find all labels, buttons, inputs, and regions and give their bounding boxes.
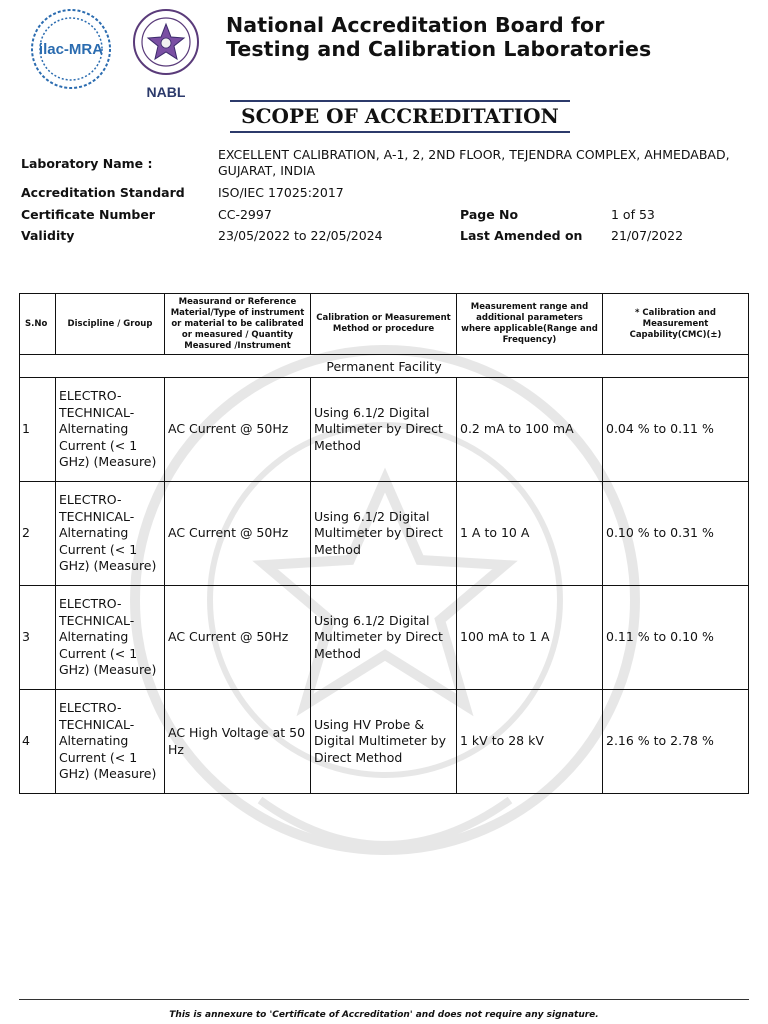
scope-title: SCOPE OF ACCREDITATION: [241, 104, 559, 128]
row-range: 1 A to 10 A: [457, 482, 603, 586]
header-discipline: Discipline / Group: [56, 294, 165, 355]
laboratory-name-line1: EXCELLENT CALIBRATION, A-1, 2, 2ND FLOOR, TEJENDRA COMPLEX, AHMEDABAD,: [218, 147, 730, 162]
footer-divider: [19, 999, 749, 1000]
row-discipline: ELECTRO-TECHNICAL-Alternating Current (< 1 GHz) (Measure): [56, 690, 165, 794]
row-method: Using 6.1/2 Digital Multimeter by Direct Method: [311, 482, 457, 586]
ilac-mra-logo: [28, 8, 114, 90]
header-range: Measurement range and additional parameters where applicable(Range and Frequency): [457, 294, 603, 355]
last-amended-value: 21/07/2022: [611, 228, 684, 243]
facility-row: [20, 355, 749, 378]
row-measurand: AC Current @ 50Hz: [165, 482, 311, 586]
laboratory-name-line2: GUJARAT, INDIA: [218, 163, 316, 178]
table-row: [20, 378, 749, 482]
certificate-number-value: CC-2997: [218, 207, 272, 222]
header-cmc: * Calibration and Measurement Capability(CMC)(±): [603, 294, 749, 355]
organization-title-line1: National Accreditation Board for: [226, 13, 605, 37]
row-cmc: 2.16 % to 2.78 %: [603, 690, 749, 794]
header-sno: S.No: [20, 294, 56, 355]
organization-title-line2: Testing and Calibration Laboratories: [226, 37, 652, 61]
row-sno: 3: [20, 586, 56, 690]
row-range: 1 kV to 28 kV: [457, 690, 603, 794]
row-method: Using 6.1/2 Digital Multimeter by Direct Method: [311, 586, 457, 690]
nabl-logo: [130, 8, 202, 100]
laboratory-name-label: Laboratory Name :: [21, 156, 153, 171]
row-discipline: ELECTRO-TECHNICAL-Alternating Current (< 1 GHz) (Measure): [56, 378, 165, 482]
footer-note: This is annexure to 'Certificate of Accreditation' and does not require any signature.: [169, 1010, 599, 1020]
row-sno: 1: [20, 378, 56, 482]
last-amended-label: Last Amended on: [460, 228, 583, 243]
ilac-logo-text: ilac-MRA: [38, 41, 104, 58]
table-row: [20, 690, 749, 794]
row-sno: 2: [20, 482, 56, 586]
row-measurand: AC Current @ 50Hz: [165, 586, 311, 690]
row-method: Using HV Probe & Digital Multimeter by Direct Method: [311, 690, 457, 794]
organization-title: [226, 13, 651, 61]
row-cmc: 0.04 % to 0.11 %: [603, 378, 749, 482]
document-header: [0, 0, 768, 140]
row-range: 0.2 mA to 100 mA: [457, 378, 603, 482]
scope-table: [19, 293, 749, 794]
validity-value: 23/05/2022 to 22/05/2024: [218, 228, 383, 243]
table-header-row: [20, 294, 749, 355]
header-method: Calibration or Measurement Method or procedure: [311, 294, 457, 355]
scope-title-rule-bottom: [230, 131, 570, 133]
accreditation-standard-value: ISO/IEC 17025:2017: [218, 185, 344, 200]
row-discipline: ELECTRO-TECHNICAL-Alternating Current (< 1 GHz) (Measure): [56, 482, 165, 586]
row-range: 100 mA to 1 A: [457, 586, 603, 690]
certificate-number-label: Certificate Number: [21, 207, 155, 222]
facility-label: Permanent Facility: [20, 355, 749, 378]
row-sno: 4: [20, 690, 56, 794]
row-cmc: 0.10 % to 0.31 %: [603, 482, 749, 586]
page-number-value: 1 of 53: [611, 207, 655, 222]
row-method: Using 6.1/2 Digital Multimeter by Direct Method: [311, 378, 457, 482]
table-row: [20, 482, 749, 586]
page-number-label: Page No: [460, 207, 519, 222]
validity-label: Validity: [21, 228, 75, 243]
table-row: [20, 586, 749, 690]
row-measurand: AC Current @ 50Hz: [165, 378, 311, 482]
row-measurand: AC High Voltage at 50 Hz: [165, 690, 311, 794]
row-cmc: 0.11 % to 0.10 %: [603, 586, 749, 690]
row-discipline: ELECTRO-TECHNICAL-Alternating Current (< 1 GHz) (Measure): [56, 586, 165, 690]
nabl-logo-text: NABL: [146, 84, 186, 100]
laboratory-name-value: [218, 147, 730, 179]
header-measurand: Measurand or Reference Material/Type of instrument or material to be calibrated or measured / Quantity Measured /Instrument: [165, 294, 311, 355]
accreditation-standard-label: Accreditation Standard: [21, 185, 185, 200]
